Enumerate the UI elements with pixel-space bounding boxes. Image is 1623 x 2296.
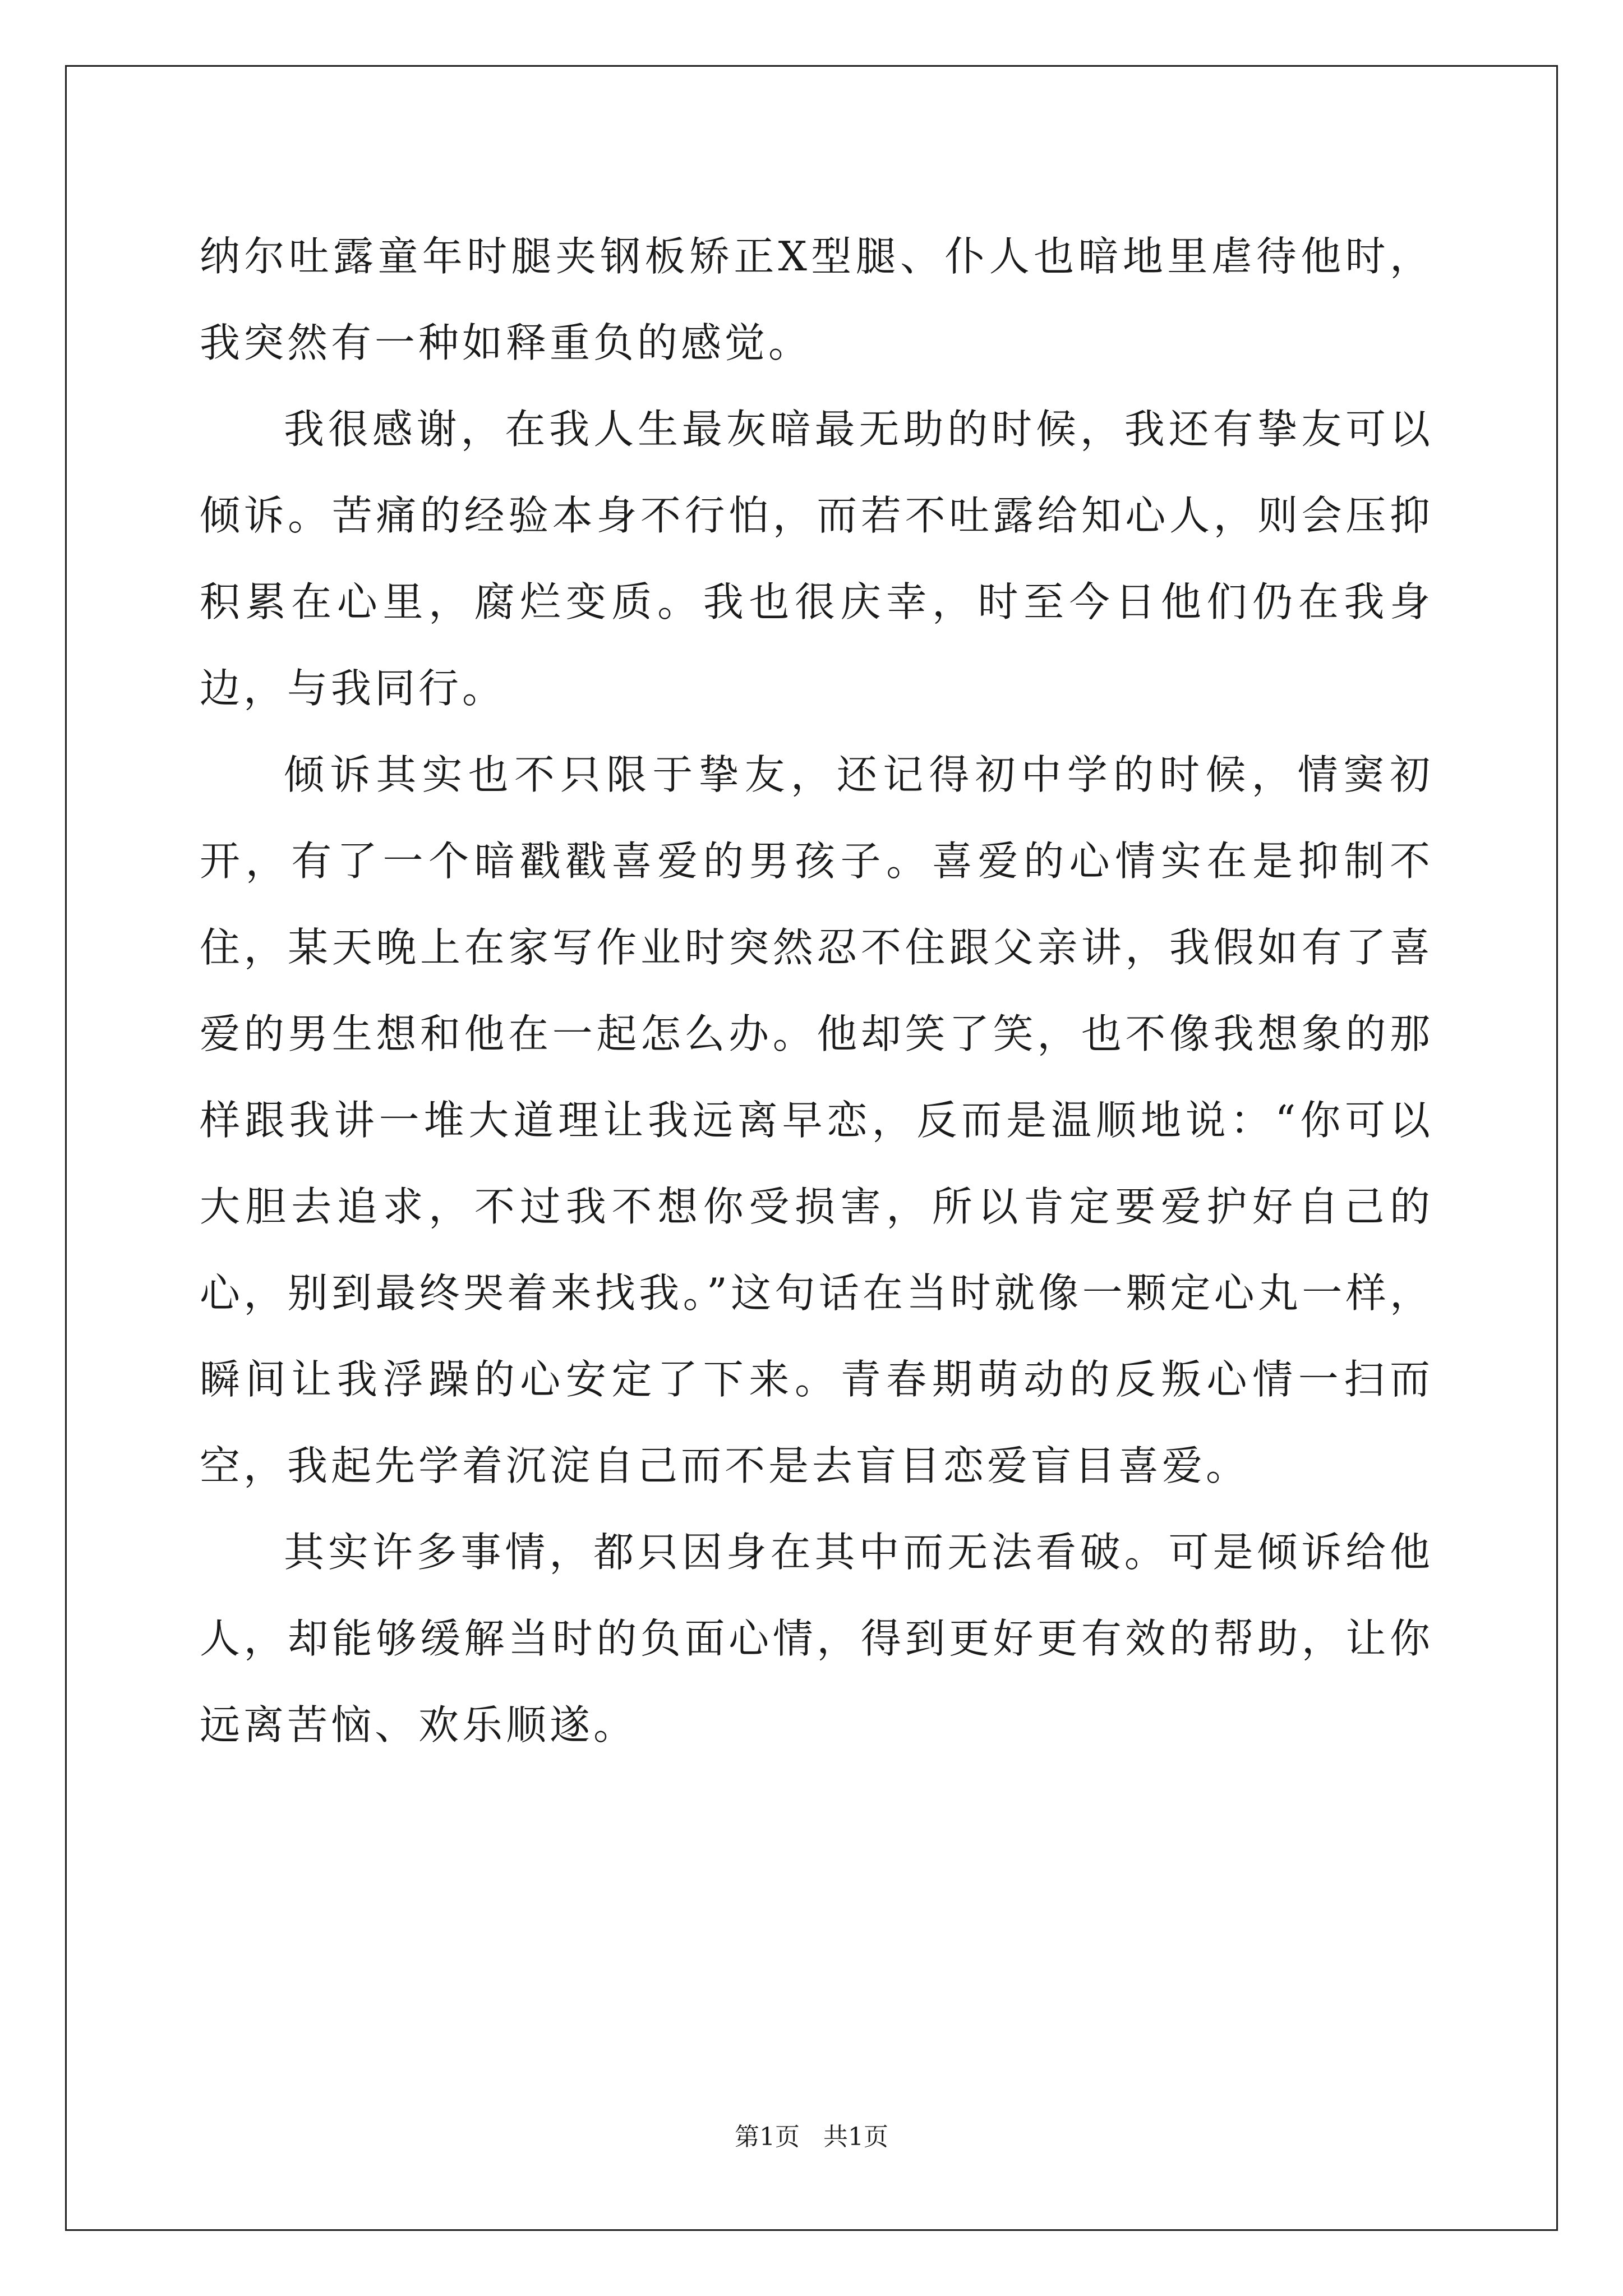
paragraph: 其实许多事情，都只因身在其中而无法看破。可是倾诉给他人，却能够缓解当时的负面心情，得到更好更有效的帮助，让你远离苦恼、欢乐顺遂。 xyxy=(200,1529,1433,1749)
page-number: 第1页 xyxy=(735,2123,800,2151)
page-total: 共1页 xyxy=(823,2123,888,2151)
paragraph: 倾诉其实也不只限于挚友，还记得初中学的时候，情窦初开，有了一个暗戳戳喜爱的男孩子。喜爱的心情实在是抑制不住，某天晚上在家写作业时突然忍不住跟父亲讲，我假如有了喜爱的男生想和他在一起怎么办。他却笑了笑，也不像我想象的那样跟我讲一堆大道理让我远离早恋，反而是温顺地说：“你可以大胆去追求，不过我不想你受损害，所以肯定要爱护好自己的心，别到最终哭着来找我。”这句话在当时就像一颗定心丸一样，瞬间让我浮躁的心安定了下来。青春期萌动的反叛心情一扫而空，我起先学着沉淀自己而不是去盲目恋爱盲目喜爱。 xyxy=(200,751,1433,1489)
page-footer xyxy=(0,2120,1623,2154)
document-body xyxy=(200,213,1433,1768)
paragraph-continued: 纳尔吐露童年时腿夹钢板矫正X型腿、仆人也暗地里虐待他时，我突然有一种如释重负的感觉。 xyxy=(200,233,1433,366)
paragraph: 我很感谢，在我人生最灰暗最无助的时候，我还有挚友可以倾诉。苦痛的经验本身不行怕，而若不吐露给知心人，则会压抑积累在心里，腐烂变质。我也很庆幸，时至今日他们仍在我身边，与我同行。 xyxy=(200,406,1433,712)
